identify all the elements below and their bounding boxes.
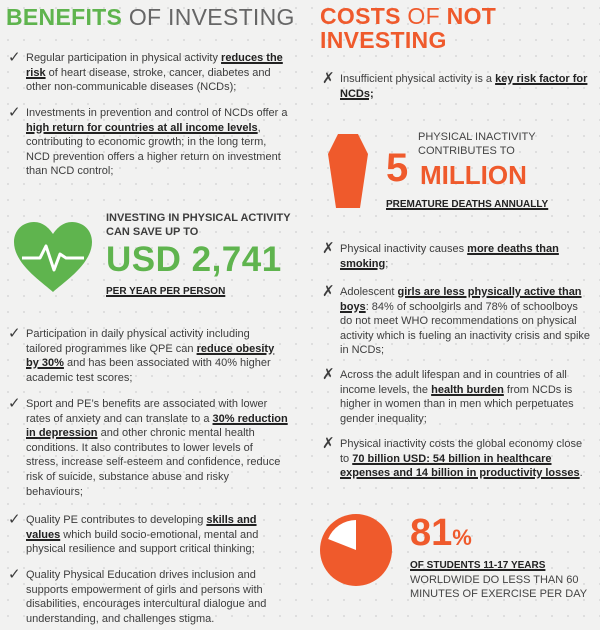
students-percent-sign: % [452,525,472,550]
benefit-text: of heart disease, stroke, cancer, diabetes and other non-communicable diseases (NCDs); [26,66,271,94]
x-icon: ✗ [322,283,335,300]
heart-icon [12,220,94,294]
x-icon: ✗ [322,70,335,87]
students-percent-value: 81 [410,512,453,554]
check-icon: ✓ [8,104,21,121]
x-icon: ✗ [322,240,335,257]
save-callout-line: INVESTING IN PHYSICAL ACTIVITY CAN SAVE UP TO [106,212,291,238]
benefit-highlight: skills and values [26,514,257,541]
cost-text: : 84% of schoolgirls and 78% of schoolboys do not meet WHO recommendations on physical activity which is fueling an inactivity crisis and spike in NCDs; [340,300,591,357]
benefit-text: Sport and PE’s benefits are associated with lower rates of anxiety and can translate to a [26,398,268,425]
costs-heading-not: NOT [446,3,497,29]
cost-item-2 [322,240,580,271]
cost-text: from NCDs is higher in women than in men which perpetuates gender inequality; [340,383,574,425]
benefit-item-3 [8,325,288,385]
benefit-item-2 [8,104,288,179]
cost-item-1 [322,70,590,101]
benefit-text: , contributing to economic growth; in the long term, NCD prevention offers a higher return on investment than NCD control; [26,121,281,178]
x-icon: ✗ [322,435,335,452]
cost-text: ; [385,257,389,270]
benefit-text: Participation in daily physical activity including tailored programmes like QPE can [26,328,250,355]
benefit-text: which build socio-emotional, mental and physical resilience and support critical thinking; [26,528,259,556]
students-caption: WORLDWIDE DO LESS THAN 60 MINUTES OF EXERCISE PER DAY [410,574,588,600]
benefit-text: Investments in prevention and control of NCDs offer a [26,107,288,119]
cost-text: Insufficient physical activity is a [340,73,496,85]
benefit-text: Quality PE contributes to developing [26,514,207,526]
benefit-highlight: high return for countries at all income levels [26,121,258,134]
benefit-item-5 [8,511,288,557]
cost-text: Adolescent [340,286,398,298]
benefits-heading-word: BENEFITS [6,4,123,30]
check-icon: ✓ [8,566,21,583]
benefit-highlight: reduces the risk [26,52,283,79]
cost-item-3 [322,283,592,358]
cost-highlight: more deaths than smoking [340,243,559,270]
cost-text: . [579,467,583,480]
benefit-highlight: reduce obesity by 30% [26,342,275,370]
costs-heading-investing: INVESTING [320,27,447,53]
benefits-heading-rest: OF INVESTING [122,4,295,30]
benefit-item-6 [8,566,288,626]
check-icon: ✓ [8,49,21,66]
benefit-text: Quality Physical Education drives inclusion and supports empowerment of girls and persons with disabilities, encourages intercultural dialogue and understanding, and challenges stigma. [26,569,267,625]
cost-item-4 [322,366,592,426]
save-unit: PER YEAR PER PERSON [106,286,226,297]
check-icon: ✓ [8,511,21,528]
benefit-item-4 [8,395,288,499]
coffin-icon [326,132,370,210]
cost-highlight: key risk factor for NCDs; [340,73,588,100]
benefits-heading [6,6,295,29]
students-caption-underlined: OF STUDENTS 11-17 YEARS [410,560,546,571]
cost-text: Across the adult lifespan and in countries of all income levels, the [340,369,567,396]
benefit-item-1 [8,49,288,95]
deaths-unit: MILLION [420,160,527,190]
cost-highlight: health burden [431,383,504,396]
x-icon: ✗ [322,366,335,383]
cost-highlight: 70 billion USD: 54 billion in healthcare expenses and 14 billion in productivity losses [340,452,580,480]
cost-text: Physical inactivity costs the global economy close to [340,438,583,465]
check-icon: ✓ [8,325,21,342]
costs-heading [320,4,496,52]
save-amount: USD 2,741 [106,240,282,279]
cost-item-5 [322,435,592,481]
benefit-text: and other chronic mental health conditions. It also contributes to lower levels of stress, increase self-esteem and confidence, reduce risk of suicide, substance abuse and risky behaviours; [26,427,281,498]
check-icon: ✓ [8,395,21,412]
students-percent [410,512,472,555]
cost-text: Physical inactivity causes [340,243,468,255]
deaths-caption: PREMATURE DEATHS ANNUALLY [386,199,549,210]
benefit-text: and has been associated with 40% higher academic test scores; [26,357,271,384]
deaths-number: 5 [386,146,409,190]
benefit-highlight: 30% reduction in depression [26,412,288,440]
benefit-text: Regular participation in physical activity [26,52,222,64]
cost-highlight: girls are less physically active than boys [340,286,582,313]
pie-chart-icon [318,512,394,588]
deaths-callout-line: PHYSICAL INACTIVITY CONTRIBUTES TO [418,131,536,157]
costs-heading-of: OF [400,3,447,29]
costs-heading-word: COSTS [320,3,401,29]
